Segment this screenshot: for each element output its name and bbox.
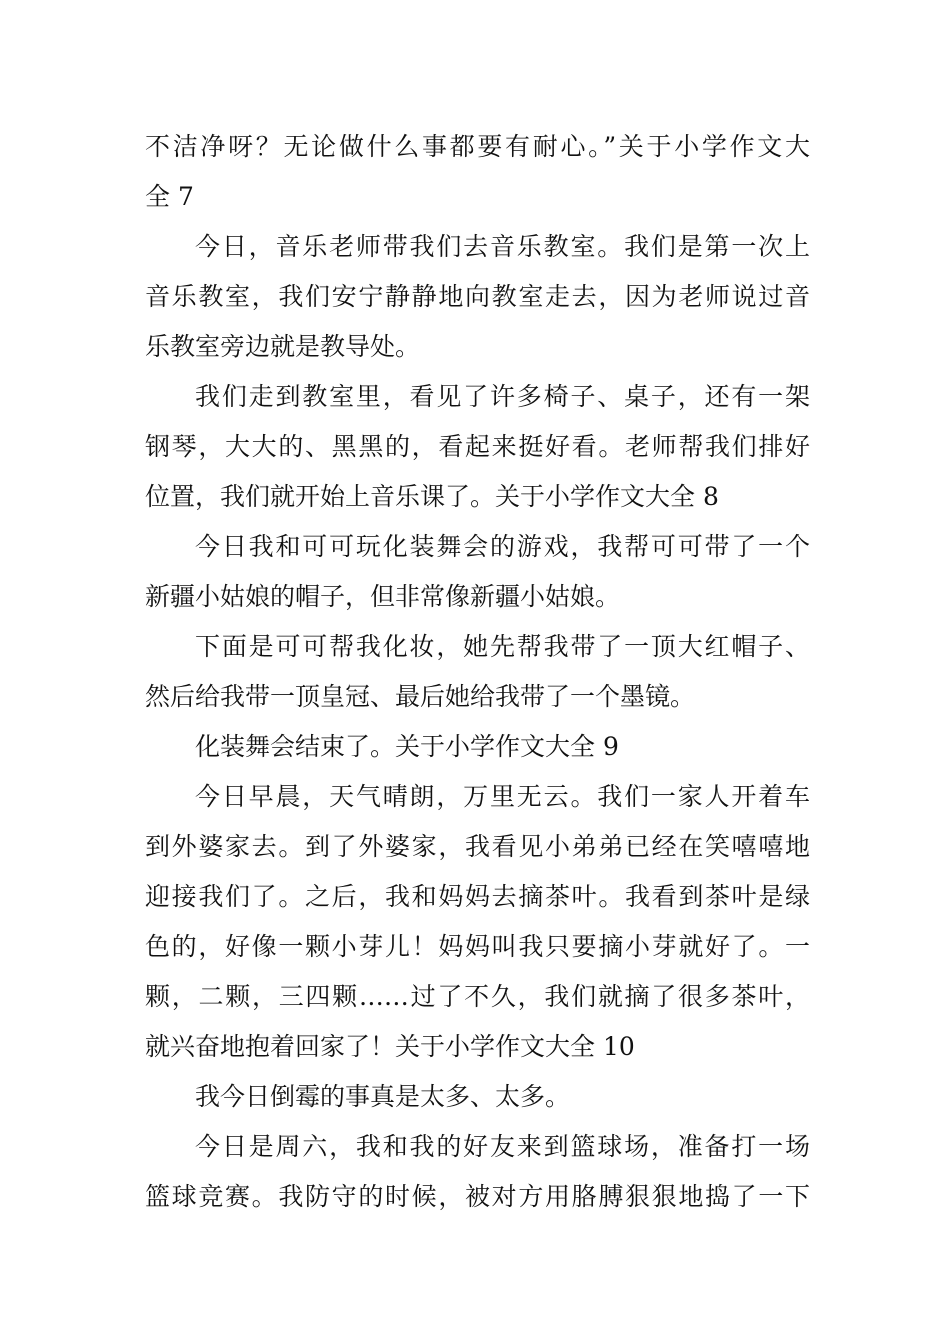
text-line: 乐教室旁边就是教导处。 (145, 332, 421, 361)
text-line: 不洁净呀？无论做什么事都要有耐心。”关于小学作文大 (145, 132, 810, 161)
text-line: 新疆小姑娘的帽子，但非常像新疆小姑娘。 (145, 582, 621, 611)
text-line: 钢琴，大大的、黑黑的，看起来挺好看。老师帮我们排好 (145, 432, 810, 461)
text-line: 到外婆家去。到了外婆家，我看见小弟弟已经在笑嘻嘻地 (145, 832, 810, 861)
text-line: 今日是周六，我和我的好友来到篮球场，准备打一场 (195, 1132, 810, 1161)
text-line: 就兴奋地抱着回家了！关于小学作文大全 10 (145, 1032, 635, 1061)
text-line: 位置，我们就开始上音乐课了。关于小学作文大全 8 (145, 482, 719, 511)
text-line: 全 7 (145, 182, 194, 211)
text-line: 我今日倒霉的事真是太多、太多。 (195, 1082, 571, 1111)
text-line: 篮球竞赛。我防守的时候，被对方用胳膊狠狠地捣了一下 (145, 1182, 810, 1211)
text-line: 今日早晨，天气晴朗，万里无云。我们一家人开着车 (195, 782, 810, 811)
text-line: 色的，好像一颗小芽儿！妈妈叫我只要摘小芽就好了。一 (145, 932, 810, 961)
text-line: 音乐教室，我们安宁静静地向教室走去，因为老师说过音 (145, 282, 810, 311)
text-line: 颗，二颗，三四颗……过了不久，我们就摘了很多茶叶， (145, 982, 810, 1011)
text-line: 我们走到教室里，看见了许多椅子、桌子，还有一架 (195, 382, 810, 411)
text-line: 下面是可可帮我化妆，她先帮我带了一顶大红帽子、 (195, 632, 810, 661)
text-line: 今日，音乐老师带我们去音乐教室。我们是第一次上 (195, 232, 810, 261)
text-line: 然后给我带一顶皇冠、最后她给我带了一个墨镜。 (145, 682, 696, 711)
text-line: 迎接我们了。之后，我和妈妈去摘茶叶。我看到茶叶是绿 (145, 882, 810, 911)
text-line: 今日我和可可玩化装舞会的游戏，我帮可可带了一个 (195, 532, 810, 561)
text-line: 化装舞会结束了。关于小学作文大全 9 (195, 732, 619, 761)
body-text (145, 122, 810, 1222)
